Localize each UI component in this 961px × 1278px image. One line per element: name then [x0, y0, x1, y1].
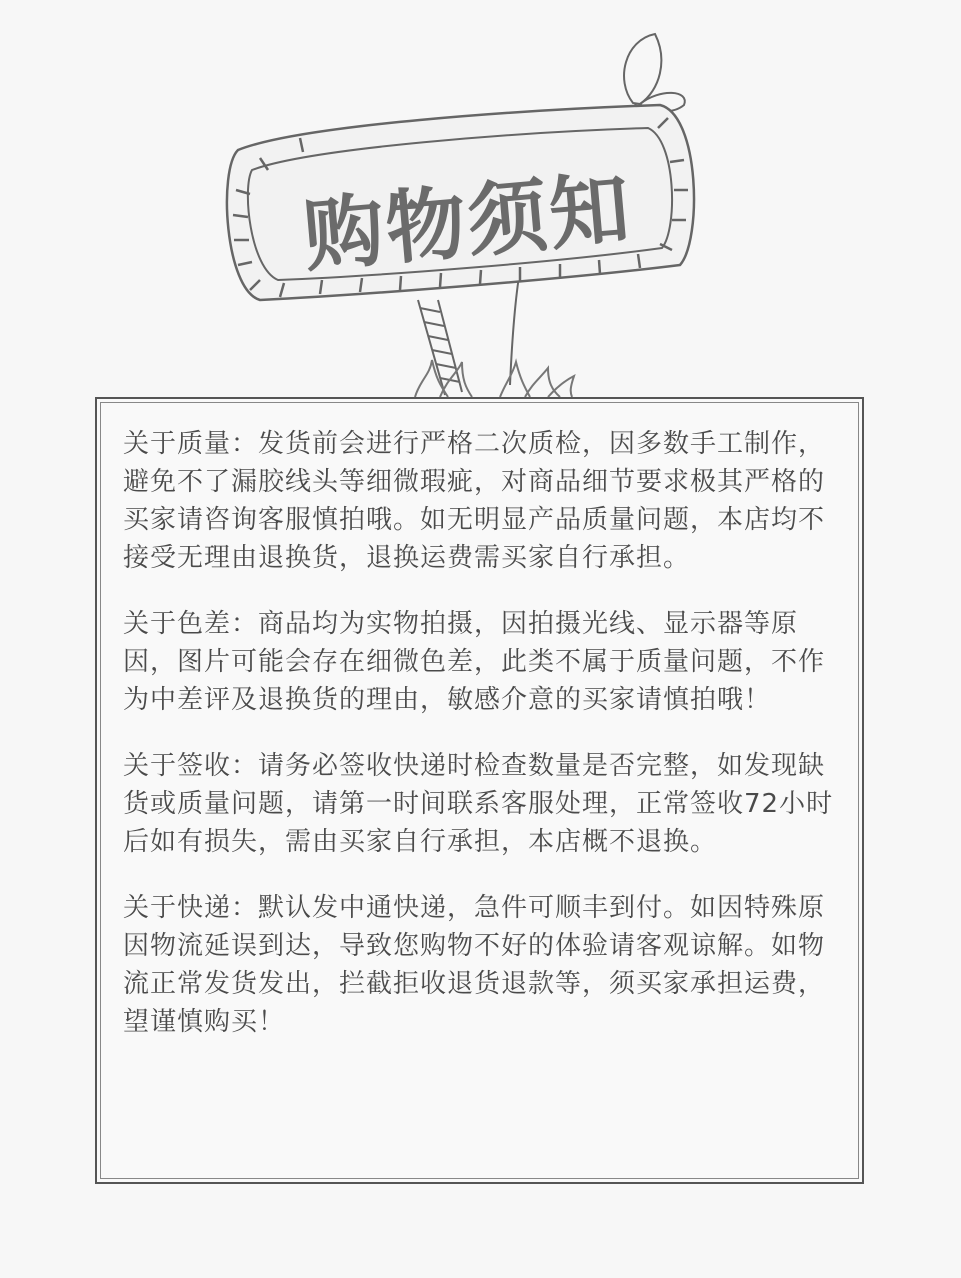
section-text: 发货前会进行严格二次质检，因多数手工制作，避免不了漏胶线头等细微瑕疵，对商品细节要求极其严格的买家请咨询客服慎拍哦。如无明显产品质量问题，本店均不接受无理由退换货，退换运费需买家自行承担。	[123, 429, 826, 573]
section-receipt	[123, 747, 840, 861]
section-label: 关于签收：	[123, 751, 259, 781]
section-quality	[123, 425, 840, 577]
section-label: 关于快递：	[123, 893, 259, 923]
notice-board	[95, 397, 864, 1184]
section-label: 关于质量：	[123, 429, 259, 459]
section-text: 默认发中通快递，急件可顺丰到付。如因特殊原因物流延误到达，导致您购物不好的体验请客观谅解。如物流正常发货发出，拦截拒收退货退款等，须买家承担运费，望谨慎购买！	[123, 893, 826, 1037]
section-label: 关于色差：	[123, 609, 259, 639]
section-color-difference	[123, 605, 840, 719]
page-title: 购物须知	[300, 161, 636, 283]
section-delivery	[123, 889, 840, 1041]
section-text: 请务必签收快递时检查数量是否完整，如发现缺货或质量问题，请第一时间联系客服处理，正常签收72小时后如有损失，需由买家自行承担，本店概不退换。	[123, 751, 834, 857]
section-text: 商品均为实物拍摄，因拍摄光线、显示器等原因，图片可能会存在细微色差，此类不属于质量问题，不作为中差评及退换货的理由，敏感介意的买家请慎拍哦！	[123, 609, 826, 715]
butterfly-icon	[624, 34, 685, 112]
